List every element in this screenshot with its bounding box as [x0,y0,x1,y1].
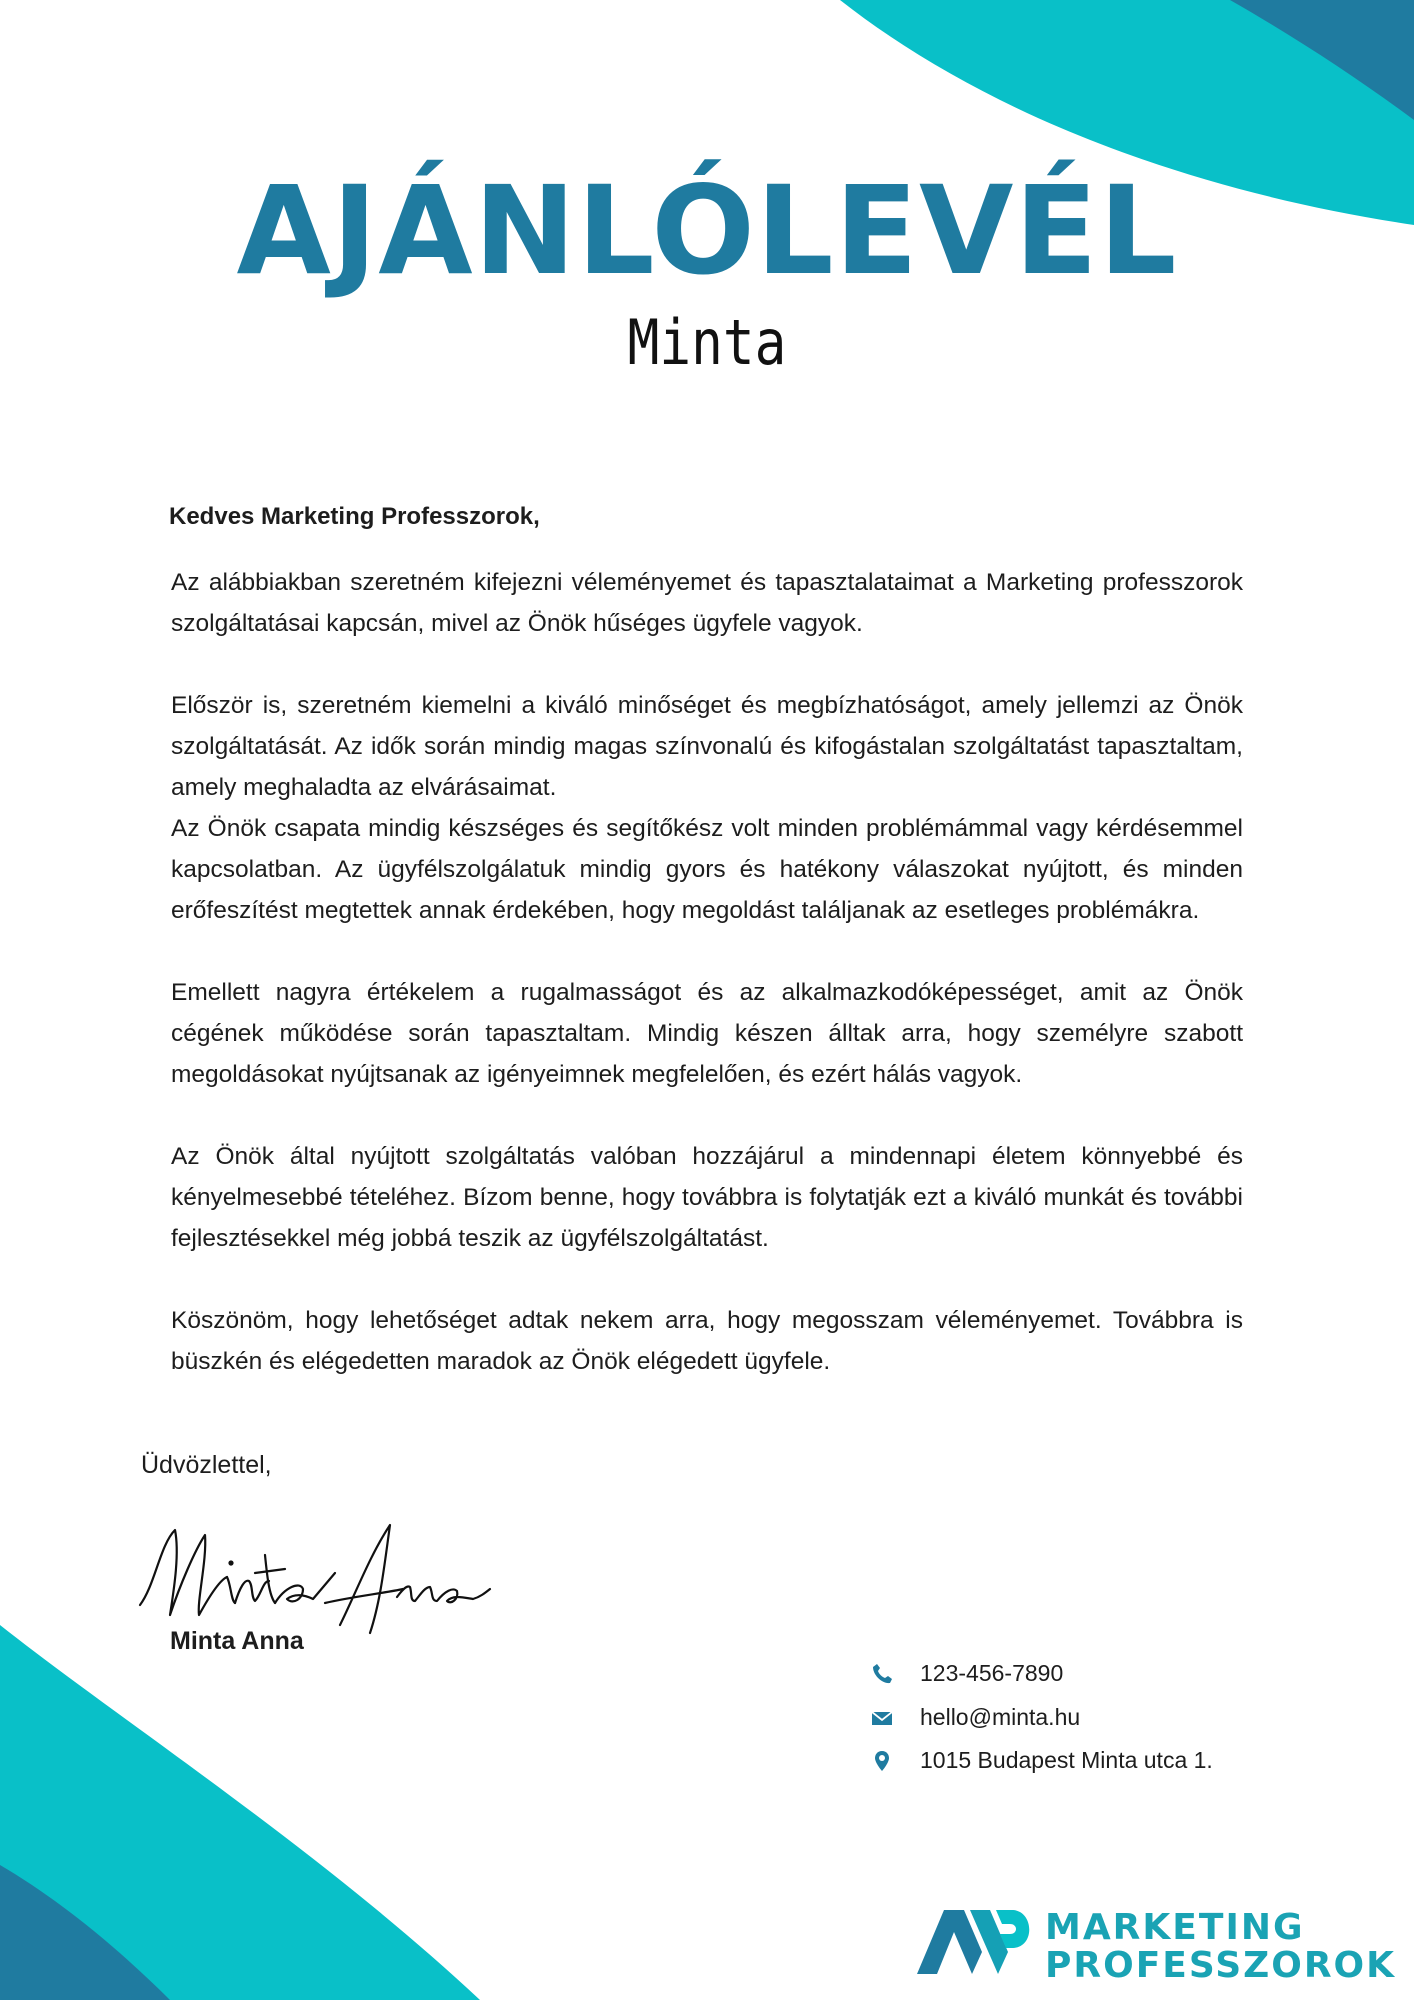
paragraph: Az Önök által nyújtott szolgáltatás valóban hozzájárul a mindennapi életem könnyebbé és kényelmesebbé tételéhez. Bízom benne, hogy továbbra is folytatják ezt a kiváló munkát és további fejlesztésekkel még jobbá teszik az ügyfélszolgáltatást. [171,1143,1243,1252]
paragraph: Köszönöm, hogy lehetőséget adtak nekem arra, hogy megosszam véleményemet. Továbbra is büszkén és elégedetten maradok az Önök elégedett ügyfele. [171,1307,1243,1375]
brand-name-line1: MARKETING [1045,1907,1305,1948]
paragraph: Az Önök csapata mindig készséges és segítőkész volt minden problémámmal vagy kérdésemmel kapcsolatban. Az ügyfélszolgálatuk mindig gyors és hatékony válaszokat nyújtott, és minden erőfeszítést megtettek annak érdekében, hogy megoldást találjanak az esetleges problémákra. [171,815,1243,924]
email-text[interactable]: hello@minta.hu [920,1704,1081,1730]
greeting: Kedves Marketing Professzorok, [169,503,540,530]
closing: Üdvözlettel, [141,1451,272,1479]
page-subtitle: Minta [627,306,787,379]
phone-text[interactable]: 123-456-7890 [920,1660,1064,1686]
signature-text: Minta Anna [135,1515,141,1516]
phone-icon [870,1662,894,1686]
paragraph: Először is, szeretném kiemelni a kiváló minőséget és megbízhatóságot, amely jellemzi az Önök szolgáltatását. Az idők során mindig magas színvonalú és kifogástalan szolgáltatást tapasztaltam, amely meghaladta az elvárásaimat. [171,692,1243,801]
letter-body [171,562,1243,1423]
location-pin-icon [870,1749,894,1773]
signer-name: Minta Anna [170,1627,304,1655]
brand-name-line2: PROFESSZOROK [1045,1945,1397,1986]
paragraph: Az alábbiakban szeretném kifejezni véleményemet és tapasztalataimat a Marketing professzorok szolgáltatásai kapcsán, mivel az Önök hűséges ügyfele vagyok. [171,569,1243,637]
signature [135,1515,505,1645]
paragraph: Emellett nagyra értékelem a rugalmasságot és az alkalmazkodóképességet, amit az Önök cégének működése során tapasztaltam. Mindig készen álltak arra, hogy személyre szabott megoldásokat nyújtsanak az igényeimnek megfelelően, és ezért hálás vagyok. [171,979,1243,1088]
email-icon [870,1706,894,1730]
page-title: AJÁNLÓLEVÉL [236,160,1178,302]
address-text: 1015 Budapest Minta utca 1. [920,1747,1213,1773]
brand-logo-mark [912,1902,1037,1977]
